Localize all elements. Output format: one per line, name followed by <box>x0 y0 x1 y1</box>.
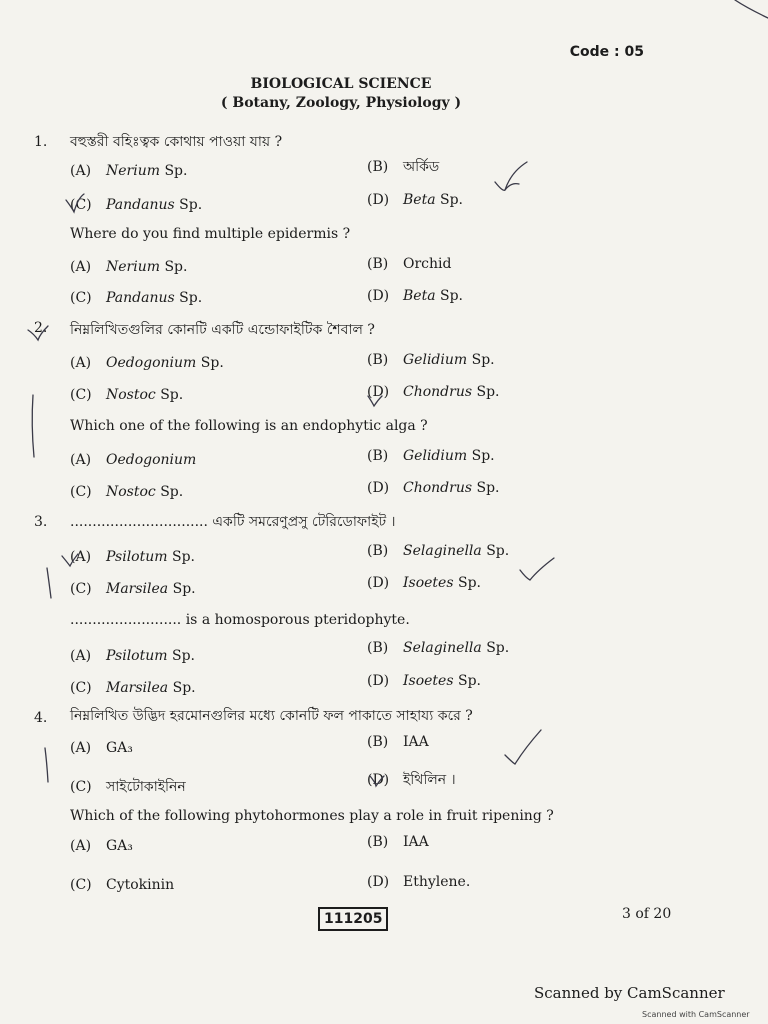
option-a-english: (A) Psilotum Sp. <box>70 648 195 664</box>
option-b-bengali: (B) IAA <box>367 734 429 750</box>
option-b-english: (B) Orchid <box>367 256 452 272</box>
option-c-english: (C) Pandanus Sp. <box>70 290 203 306</box>
option-b-english: (B) Selaginella Sp. <box>367 640 510 656</box>
margin-line-icon <box>47 568 51 598</box>
question-number: 1. <box>34 134 48 150</box>
margin-line-icon <box>45 748 48 782</box>
option-d-english: (D) Chondrus Sp. <box>367 480 500 496</box>
answer-mark-icon <box>368 396 382 406</box>
booklet-code: 111205 <box>318 907 388 931</box>
option-a-bengali: (A) Nerium Sp. <box>70 163 188 179</box>
option-d-bengali: (D) ইথিলিন । <box>367 772 456 788</box>
tick-mark-icon <box>520 558 554 580</box>
option-c-bengali: (C) Pandanus Sp. <box>70 197 203 213</box>
scanner-watermark-small: Scanned with CamScanner <box>642 1010 750 1019</box>
option-b-bengali: (B) Gelidium Sp. <box>367 352 495 368</box>
paper-title: BIOLOGICAL SCIENCE <box>250 76 432 92</box>
question-text-bengali: নিম্নলিখিতগুলির কোনটি একটি এন্ডোফাইটিক শৈবাল ? <box>70 322 375 338</box>
scanner-watermark: Scanned by CamScanner <box>534 984 725 1002</box>
option-d-bengali: (D) Beta Sp. <box>367 192 463 208</box>
question-text-bengali: নিম্নলিখিত উদ্ভিদ হরমোনগুলির মধ্যে কোনটি ফল পাকাতে সাহায্য করে ? <box>70 708 473 724</box>
tick-mark-icon <box>505 730 541 764</box>
question-text-bengali: ............................... একটি সমরেণুপ্রসু টেরিডোফাইট । <box>70 514 396 530</box>
option-a-english: (A) GA₃ <box>70 838 133 854</box>
option-c-bengali: (C) সাইটোকাইনিন <box>70 779 186 795</box>
answer-mark-icon <box>28 326 48 340</box>
option-a-english: (A) Oedogonium <box>70 452 197 468</box>
corner-mark-icon <box>735 0 768 18</box>
option-d-english: (D) Beta Sp. <box>367 288 463 304</box>
question-number: 4. <box>34 710 48 726</box>
option-a-bengali: (A) Oedogonium Sp. <box>70 355 224 371</box>
option-d-english: (D) Ethylene. <box>367 874 471 890</box>
option-c-bengali: (C) Nostoc Sp. <box>70 387 184 403</box>
option-d-bengali: (D) Chondrus Sp. <box>367 384 500 400</box>
question-text-bengali: বহুস্তরী বহিঃত্বক কোথায় পাওয়া যায় ? <box>70 134 283 150</box>
question-text-english: Which one of the following is an endophytic alga ? <box>70 418 428 434</box>
option-c-bengali: (C) Marsilea Sp. <box>70 581 196 597</box>
option-a-bengali: (A) Psilotum Sp. <box>70 549 195 565</box>
option-b-bengali: (B) Selaginella Sp. <box>367 543 510 559</box>
tick-mark-icon <box>495 162 527 190</box>
paper-subtitle: ( Botany, Zoology, Physiology ) <box>220 95 462 111</box>
page-number: 3 of 20 <box>622 906 672 922</box>
margin-line-icon <box>32 395 34 457</box>
option-b-bengali: (B) অর্কিড <box>367 159 440 175</box>
option-c-english: (C) Nostoc Sp. <box>70 484 184 500</box>
option-b-english: (B) IAA <box>367 834 429 850</box>
question-text-english: Which of the following phytohormones play a role in fruit ripening ? <box>70 808 554 824</box>
option-d-bengali: (D) Isoetes Sp. <box>367 575 481 591</box>
question-number: 2. <box>34 320 48 336</box>
question-number: 3. <box>34 514 48 530</box>
answer-mark-icon <box>62 554 78 566</box>
option-c-english: (C) Marsilea Sp. <box>70 680 196 696</box>
question-text-english: ......................... is a homosporous pteridophyte. <box>70 612 410 628</box>
answer-mark-icon <box>370 776 384 786</box>
answer-mark-icon <box>66 194 84 212</box>
question-text-english: Where do you find multiple epidermis ? <box>70 226 351 242</box>
option-b-english: (B) Gelidium Sp. <box>367 448 495 464</box>
option-a-english: (A) Nerium Sp. <box>70 259 188 275</box>
option-c-english: (C) Cytokinin <box>70 877 175 893</box>
option-a-bengali: (A) GA₃ <box>70 740 133 756</box>
paper-code: Code : 05 <box>569 44 644 60</box>
option-d-english: (D) Isoetes Sp. <box>367 673 481 689</box>
